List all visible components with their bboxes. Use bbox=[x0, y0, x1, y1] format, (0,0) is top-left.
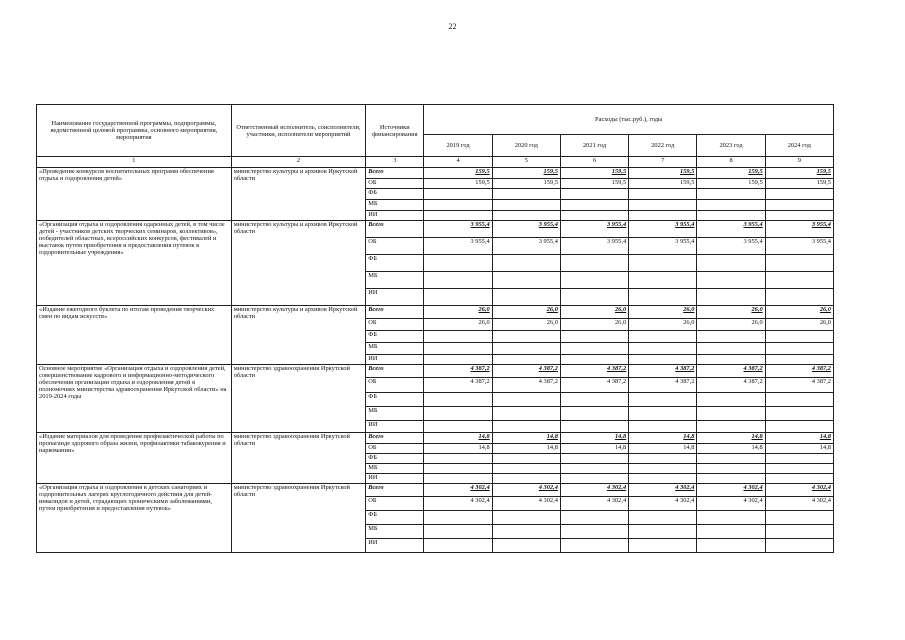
expense-value: 4 387,2 bbox=[697, 378, 765, 393]
expense-value: 159,5 bbox=[765, 179, 833, 189]
table-body bbox=[37, 168, 834, 553]
expense-value bbox=[424, 511, 492, 525]
budget-table bbox=[36, 104, 834, 553]
funding-source: Всего bbox=[366, 433, 424, 444]
expense-value bbox=[765, 289, 833, 306]
header-year: 2019 год bbox=[424, 135, 492, 157]
expense-value bbox=[629, 211, 697, 221]
executor-cell: министерство культуры и архивов Иркутской области bbox=[231, 221, 366, 306]
page-number: 22 bbox=[448, 22, 457, 31]
funding-source: ИИ bbox=[366, 539, 424, 553]
expense-value bbox=[697, 454, 765, 464]
expense-value: 3 955,4 bbox=[697, 238, 765, 255]
expense-value bbox=[697, 393, 765, 407]
activity-name: «Проведение конкурсов воспитательных программ обеспечения отдыха и оздоровления детей» bbox=[37, 168, 232, 221]
funding-source: ОБ bbox=[366, 378, 424, 393]
funding-source: МБ bbox=[366, 464, 424, 474]
expense-value: 4 387,2 bbox=[424, 378, 492, 393]
expense-value: 14,8 bbox=[424, 444, 492, 454]
expense-value bbox=[424, 331, 492, 343]
expense-value bbox=[765, 474, 833, 484]
expense-value bbox=[629, 189, 697, 200]
expense-value: 159,5 bbox=[697, 168, 765, 179]
expense-value: 159,5 bbox=[560, 168, 628, 179]
expense-value bbox=[765, 525, 833, 539]
expense-value bbox=[424, 211, 492, 221]
expense-value: 4 302,4 bbox=[492, 497, 560, 511]
expense-value bbox=[492, 255, 560, 272]
expense-value bbox=[697, 189, 765, 200]
funding-source: ОБ bbox=[366, 238, 424, 255]
expense-value: 159,5 bbox=[492, 168, 560, 179]
expense-value: 3 955,4 bbox=[492, 221, 560, 238]
expense-value bbox=[697, 211, 765, 221]
expense-value: 4 387,2 bbox=[765, 378, 833, 393]
expense-value: 4 302,4 bbox=[560, 497, 628, 511]
funding-source: МБ bbox=[366, 272, 424, 289]
expense-value: 3 955,4 bbox=[424, 238, 492, 255]
column-number: 7 bbox=[629, 157, 697, 168]
table-row bbox=[37, 433, 834, 444]
expense-value bbox=[765, 189, 833, 200]
expense-value bbox=[765, 454, 833, 464]
expense-value bbox=[560, 464, 628, 474]
expense-value bbox=[424, 454, 492, 464]
expense-value bbox=[765, 464, 833, 474]
expense-value: 26,0 bbox=[492, 319, 560, 331]
header-source: Источники финансирования bbox=[366, 105, 424, 157]
expense-value bbox=[492, 331, 560, 343]
expense-value: 3 955,4 bbox=[492, 238, 560, 255]
expense-value bbox=[492, 393, 560, 407]
expense-value bbox=[560, 539, 628, 553]
expense-value bbox=[629, 355, 697, 365]
expense-value: 3 955,4 bbox=[424, 221, 492, 238]
header-name: Наименование государственной программы, подпрограммы, ведомственной целевой программы, основного мероприятия, мероприятия bbox=[37, 105, 232, 157]
expense-value: 159,5 bbox=[424, 179, 492, 189]
funding-source: ФБ bbox=[366, 255, 424, 272]
expense-value bbox=[765, 255, 833, 272]
expense-value: 4 387,2 bbox=[697, 365, 765, 378]
expense-value bbox=[629, 272, 697, 289]
funding-source: ФБ bbox=[366, 331, 424, 343]
expense-value bbox=[492, 474, 560, 484]
expense-value: 4 302,4 bbox=[697, 497, 765, 511]
activity-name: «Издание материалов для проведения профилактической работы по пропаганде здорового образа жизни, профилактики табакокурения и наркомании» bbox=[37, 433, 232, 484]
header-year: 2024 год bbox=[765, 135, 833, 157]
activity-name: «Издание ежегодного буклета по итогам проведения творческих смен по видам искусств» bbox=[37, 306, 232, 365]
activity-name: Основное мероприятие «Организация отдыха и оздоровления детей, совершенствование кадрового и информационно-методического обеспечения организации отдыха и оздоровления детей в полномочиях министерства здравоохранения Иркутской области» на 2019-2024 годы bbox=[37, 365, 232, 433]
expense-value bbox=[492, 454, 560, 464]
activity-name: «Организация отдыха и оздоровления одаренных детей, в том числе детей - участников детских творческих семинаров, коллективов», победителей областных, всероссийских конкурсов, фестивалей и выставок путем приобретения и предоставления путевок в оздоровительные учреждения» bbox=[37, 221, 232, 306]
expense-value bbox=[697, 474, 765, 484]
expense-value bbox=[424, 272, 492, 289]
column-number: 2 bbox=[231, 157, 366, 168]
expense-value bbox=[629, 474, 697, 484]
expense-value: 26,0 bbox=[697, 319, 765, 331]
table-row bbox=[37, 484, 834, 497]
expense-value: 4 302,4 bbox=[765, 497, 833, 511]
expense-value: 26,0 bbox=[560, 319, 628, 331]
expense-value: 4 302,4 bbox=[765, 484, 833, 497]
expense-value bbox=[697, 272, 765, 289]
expense-value: 14,8 bbox=[629, 433, 697, 444]
expense-value: 4 387,2 bbox=[560, 378, 628, 393]
expense-value: 4 387,2 bbox=[560, 365, 628, 378]
expense-value: 14,8 bbox=[697, 433, 765, 444]
expense-value bbox=[765, 393, 833, 407]
expense-value: 4 302,4 bbox=[560, 484, 628, 497]
expense-value bbox=[765, 421, 833, 433]
expense-value bbox=[424, 393, 492, 407]
expense-value bbox=[424, 474, 492, 484]
expense-value bbox=[697, 525, 765, 539]
expense-value: 3 955,4 bbox=[629, 221, 697, 238]
expense-value bbox=[697, 200, 765, 211]
expense-value: 4 302,4 bbox=[697, 484, 765, 497]
expense-value bbox=[765, 211, 833, 221]
expense-value bbox=[629, 255, 697, 272]
expense-value: 3 955,4 bbox=[629, 238, 697, 255]
expense-value: 4 302,4 bbox=[424, 484, 492, 497]
expense-value bbox=[765, 331, 833, 343]
expense-value: 26,0 bbox=[697, 306, 765, 319]
expense-value: 14,8 bbox=[424, 433, 492, 444]
expense-value bbox=[765, 272, 833, 289]
expense-value: 14,8 bbox=[765, 444, 833, 454]
expense-value: 3 955,4 bbox=[560, 238, 628, 255]
expense-value bbox=[629, 393, 697, 407]
expense-value bbox=[765, 539, 833, 553]
expense-value: 159,5 bbox=[765, 168, 833, 179]
funding-source: Всего bbox=[366, 168, 424, 179]
expense-value: 26,0 bbox=[424, 319, 492, 331]
expense-value bbox=[492, 355, 560, 365]
funding-source: МБ bbox=[366, 200, 424, 211]
expense-value bbox=[424, 539, 492, 553]
expense-value bbox=[765, 355, 833, 365]
expense-value: 4 302,4 bbox=[492, 484, 560, 497]
column-number: 8 bbox=[697, 157, 765, 168]
expense-value bbox=[560, 474, 628, 484]
funding-source: МБ bbox=[366, 525, 424, 539]
funding-source: Всего bbox=[366, 306, 424, 319]
expense-value bbox=[629, 289, 697, 306]
executor-cell: министерство здравоохранения Иркутской области bbox=[231, 365, 366, 433]
funding-source: ИИ bbox=[366, 421, 424, 433]
expense-value bbox=[560, 421, 628, 433]
expense-value bbox=[629, 200, 697, 211]
expense-value bbox=[492, 343, 560, 355]
expense-value: 26,0 bbox=[629, 306, 697, 319]
column-number: 3 bbox=[366, 157, 424, 168]
expense-value: 4 387,2 bbox=[629, 378, 697, 393]
expense-value bbox=[560, 331, 628, 343]
expense-value bbox=[629, 421, 697, 433]
expense-value bbox=[560, 189, 628, 200]
expense-value: 4 302,4 bbox=[629, 497, 697, 511]
expense-value bbox=[424, 343, 492, 355]
activity-name: «Организация отдыха и оздоровления в детских санаториях и оздоровительных лагерях круглогодичного действия для детей-инвалидов и детей, страдающих хроническими заболеваниями, путем приобретения и предоставления путевок» bbox=[37, 484, 232, 553]
expense-value: 14,8 bbox=[697, 444, 765, 454]
expense-value: 14,8 bbox=[765, 433, 833, 444]
funding-source: ОБ bbox=[366, 179, 424, 189]
executor-cell: министерство здравоохранения Иркутской области bbox=[231, 433, 366, 484]
funding-source: ИИ bbox=[366, 474, 424, 484]
expense-value: 4 387,2 bbox=[424, 365, 492, 378]
expense-value bbox=[560, 454, 628, 464]
expense-value bbox=[765, 511, 833, 525]
expense-value bbox=[765, 200, 833, 211]
expense-value bbox=[424, 189, 492, 200]
expense-value bbox=[492, 539, 560, 553]
expense-value: 159,5 bbox=[424, 168, 492, 179]
expense-value bbox=[424, 421, 492, 433]
funding-source: ФБ bbox=[366, 511, 424, 525]
funding-source: ОБ bbox=[366, 319, 424, 331]
table-row bbox=[37, 306, 834, 319]
expense-value bbox=[697, 421, 765, 433]
expense-value bbox=[560, 525, 628, 539]
expense-value bbox=[492, 272, 560, 289]
expense-value bbox=[560, 255, 628, 272]
column-number: 5 bbox=[492, 157, 560, 168]
expense-value: 3 955,4 bbox=[765, 221, 833, 238]
expense-value bbox=[492, 211, 560, 221]
header-year: 2022 год bbox=[629, 135, 697, 157]
expense-value bbox=[492, 189, 560, 200]
expense-value bbox=[560, 200, 628, 211]
expense-value: 14,8 bbox=[629, 444, 697, 454]
expense-value: 4 387,2 bbox=[492, 378, 560, 393]
expense-value bbox=[424, 255, 492, 272]
expense-value: 14,8 bbox=[492, 444, 560, 454]
expense-value bbox=[560, 343, 628, 355]
funding-source: Всего bbox=[366, 484, 424, 497]
expense-value bbox=[560, 272, 628, 289]
column-numbers-row bbox=[37, 157, 834, 168]
expense-value bbox=[697, 331, 765, 343]
expense-value bbox=[765, 343, 833, 355]
executor-cell: министерство здравоохранения Иркутской области bbox=[231, 484, 366, 553]
expense-value bbox=[629, 454, 697, 464]
expense-value bbox=[560, 289, 628, 306]
expense-value bbox=[560, 511, 628, 525]
column-number: 6 bbox=[560, 157, 628, 168]
expense-value bbox=[697, 407, 765, 421]
expense-value bbox=[629, 407, 697, 421]
expense-value bbox=[492, 464, 560, 474]
funding-source: ИИ bbox=[366, 289, 424, 306]
expense-value: 26,0 bbox=[765, 319, 833, 331]
column-number: 1 bbox=[37, 157, 232, 168]
expense-value bbox=[697, 289, 765, 306]
column-number: 9 bbox=[765, 157, 833, 168]
expense-value: 4 387,2 bbox=[765, 365, 833, 378]
expense-value: 14,8 bbox=[492, 433, 560, 444]
header-expenses: Расходы (тыс.руб.), годы bbox=[424, 105, 834, 135]
expense-value: 26,0 bbox=[560, 306, 628, 319]
expense-value bbox=[492, 200, 560, 211]
expense-value bbox=[560, 355, 628, 365]
expense-value: 26,0 bbox=[629, 319, 697, 331]
table-row bbox=[37, 221, 834, 238]
expense-value: 159,5 bbox=[629, 168, 697, 179]
expense-value: 3 955,4 bbox=[697, 221, 765, 238]
expense-value bbox=[492, 525, 560, 539]
expense-value bbox=[424, 407, 492, 421]
expense-value bbox=[424, 289, 492, 306]
funding-source: ОБ bbox=[366, 444, 424, 454]
expense-value bbox=[492, 511, 560, 525]
expense-value: 14,8 bbox=[560, 444, 628, 454]
expense-value bbox=[629, 511, 697, 525]
executor-cell: министерство культуры и архивов Иркутской области bbox=[231, 306, 366, 365]
executor-cell: министерство культуры и архивов Иркутской области bbox=[231, 168, 366, 221]
expense-value bbox=[629, 539, 697, 553]
expense-value: 4 302,4 bbox=[629, 484, 697, 497]
expense-value: 26,0 bbox=[424, 306, 492, 319]
expense-value bbox=[560, 407, 628, 421]
funding-source: ФБ bbox=[366, 189, 424, 200]
header-year: 2023 год bbox=[697, 135, 765, 157]
expense-value: 3 955,4 bbox=[560, 221, 628, 238]
table-row bbox=[37, 168, 834, 179]
expense-value: 3 955,4 bbox=[765, 238, 833, 255]
table-row bbox=[37, 365, 834, 378]
header-year: 2020 год bbox=[492, 135, 560, 157]
expense-value: 159,5 bbox=[697, 179, 765, 189]
expense-value bbox=[629, 331, 697, 343]
expense-value bbox=[629, 464, 697, 474]
funding-source: ФБ bbox=[366, 393, 424, 407]
expense-value bbox=[424, 355, 492, 365]
funding-source: Всего bbox=[366, 221, 424, 238]
expense-value bbox=[424, 525, 492, 539]
expense-value bbox=[697, 511, 765, 525]
header-year: 2021 год bbox=[560, 135, 628, 157]
funding-source: Всего bbox=[366, 365, 424, 378]
funding-source: ИИ bbox=[366, 355, 424, 365]
expense-value: 26,0 bbox=[492, 306, 560, 319]
funding-source: ОБ bbox=[366, 497, 424, 511]
expense-value bbox=[765, 407, 833, 421]
expense-value bbox=[560, 393, 628, 407]
expense-value: 26,0 bbox=[765, 306, 833, 319]
expense-value bbox=[697, 343, 765, 355]
expense-value: 4 302,4 bbox=[424, 497, 492, 511]
expense-value: 159,5 bbox=[492, 179, 560, 189]
table-header bbox=[37, 105, 834, 168]
expense-value bbox=[697, 255, 765, 272]
expense-value: 4 387,2 bbox=[629, 365, 697, 378]
expense-value: 4 387,2 bbox=[492, 365, 560, 378]
expense-value bbox=[697, 355, 765, 365]
expense-value: 159,5 bbox=[629, 179, 697, 189]
expense-value: 14,8 bbox=[560, 433, 628, 444]
funding-source: МБ bbox=[366, 407, 424, 421]
expense-value bbox=[629, 525, 697, 539]
header-executor: Ответственный исполнитель, соисполнители, участники, исполнители мероприятий bbox=[231, 105, 366, 157]
expense-value bbox=[697, 539, 765, 553]
column-number: 4 bbox=[424, 157, 492, 168]
funding-source: МБ bbox=[366, 343, 424, 355]
expense-value bbox=[424, 200, 492, 211]
expense-value bbox=[492, 407, 560, 421]
expense-value: 159,5 bbox=[560, 179, 628, 189]
funding-source: ИИ bbox=[366, 211, 424, 221]
expense-value bbox=[492, 421, 560, 433]
expense-value bbox=[424, 464, 492, 474]
expense-value bbox=[560, 211, 628, 221]
expense-value bbox=[492, 289, 560, 306]
expense-value bbox=[629, 343, 697, 355]
funding-source: ФБ bbox=[366, 454, 424, 464]
expense-value bbox=[697, 464, 765, 474]
